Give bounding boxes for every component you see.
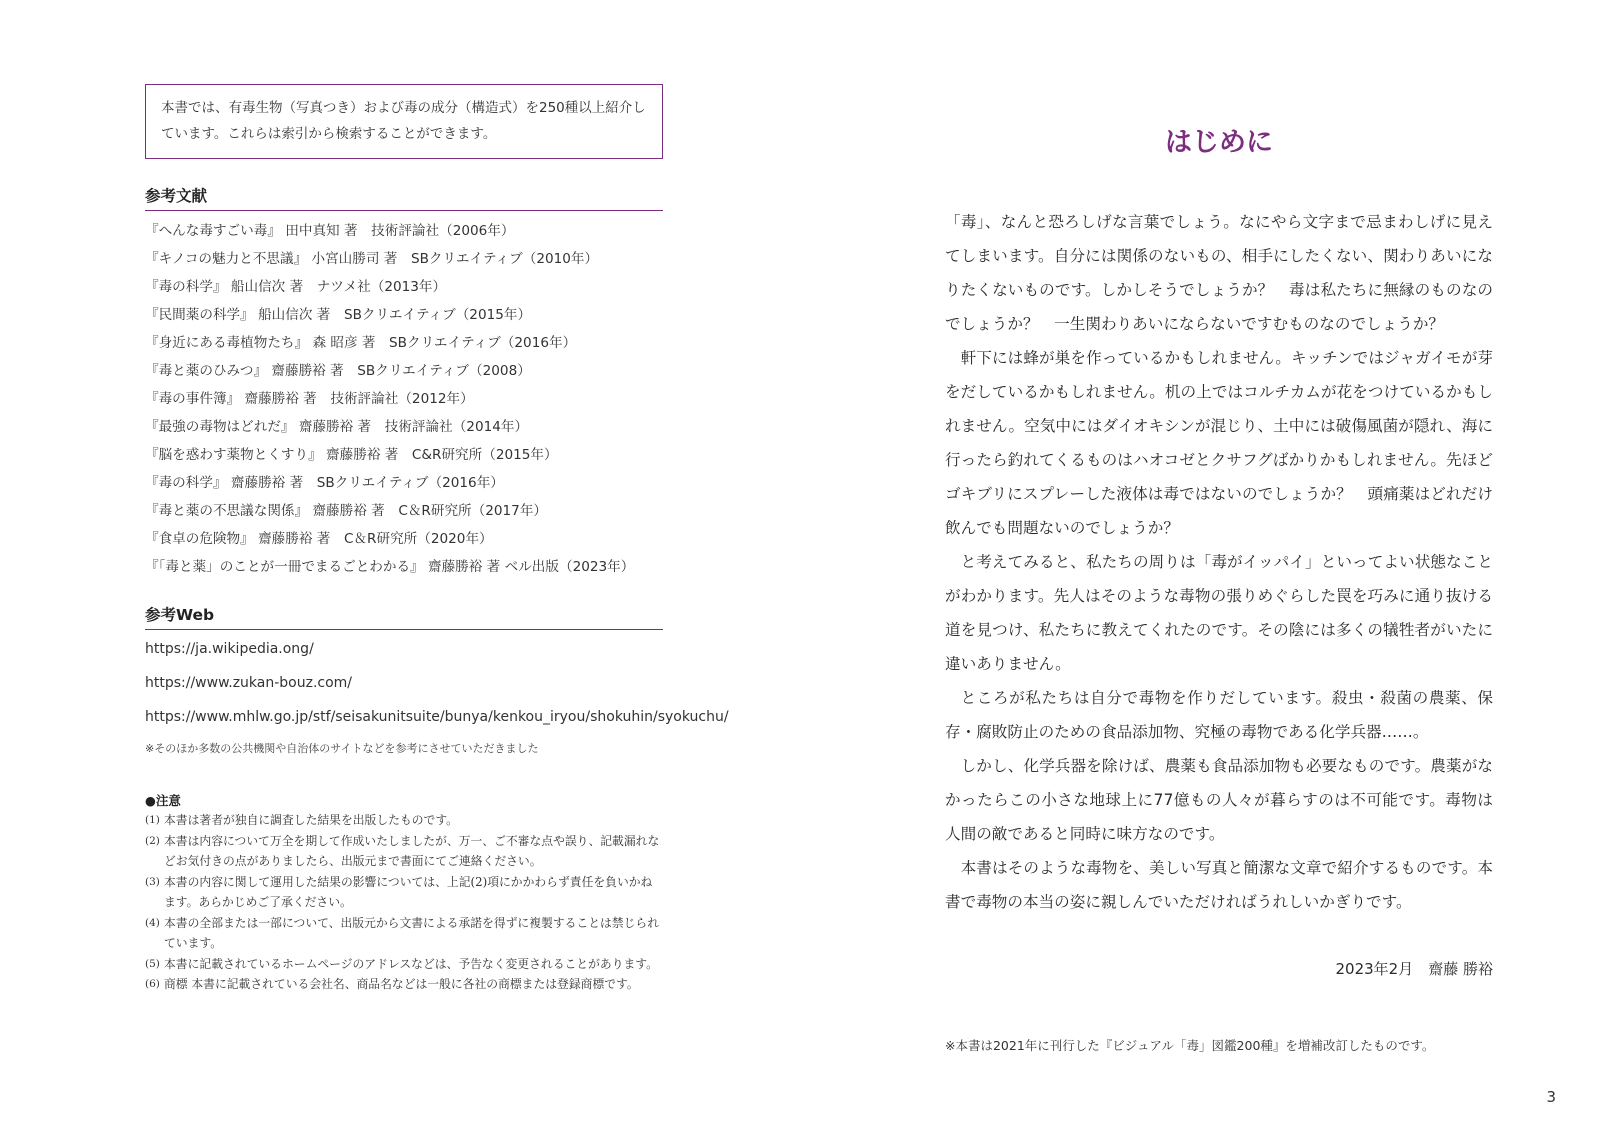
caution-number: (5) — [145, 957, 160, 970]
web-link: https://www.mhlw.go.jp/stf/seisakunitsuite/bunya/kenkou_iryou/shokuhin/syokuchu/ — [145, 709, 729, 725]
reference-item: 『「毒と薬」のことが一冊でまるごとわかる』 齋藤勝裕 著 ベル出版（2023年） — [145, 559, 635, 575]
caution-text: 本書の内容に関して運用した結果の影響については、上記(2)項にかかわらず責任を負いかねます。あらかじめご了承ください。 — [164, 874, 653, 909]
caution-title: ●注意 — [145, 793, 181, 808]
web-link: https://ja.wikipedia.ong/ — [145, 641, 314, 657]
caution-text: 本書の全部または一部について、出版元から文書による承諾を得ずに複製することは禁じられています。 — [164, 915, 659, 950]
footnote: ※本書は2021年に刊行した『ビジュアル「毒」図鑑200種』を増補改訂したものです。 — [945, 1038, 1435, 1053]
preface-paragraph: と考えてみると、私たちの周りは「毒がイッパイ」といってよい状態なことがわかります。先人はそのような毒物の張りめぐらした罠を巧みに通り抜ける道を見つけ、私たちに教えてくれたのです。その陰には多くの犠牲者がいたに違いありません。 — [945, 553, 1493, 673]
caution-text: 本書に記載されているホームページのアドレスなどは、予告なく変更されることがあります。 — [164, 956, 658, 971]
reference-item: 『民間薬の科学』 船山信次 著 SBクリエイティブ（2015年） — [145, 307, 532, 323]
preface-paragraph: 本書はそのような毒物を、美しい写真と簡潔な文章で紹介するものです。本書で毒物の本当の姿に親しんでいただければうれしいかぎりです。 — [945, 859, 1493, 911]
reference-item: 『毒と薬の不思議な関係』 齋藤勝裕 著 C＆R研究所（2017年） — [145, 503, 548, 519]
web-note: ※そのほか多数の公共機関や自治体のサイトなどを参考にさせていただきました — [145, 742, 539, 755]
reference-item: 『毒の科学』 船山信次 著 ナツメ社（2013年） — [145, 279, 447, 295]
caution-text: 本書は内容について万全を期して作成いたしましたが、万一、ご不審な点や誤り、記載漏れなどお気付きの点がありましたら、出版元まで書面にてご連絡ください。 — [164, 833, 660, 868]
caution-text: 本書は著者が独自に調査した結果を出版したものです。 — [164, 813, 458, 827]
caution-item — [145, 954, 663, 975]
references-list — [145, 217, 663, 581]
reference-item: 『食卓の危険物』 齋藤勝裕 著 C＆R研究所（2020年） — [145, 531, 493, 547]
reference-item: 『毒の科学』 齋藤勝裕 著 SBクリエイティブ（2016年） — [145, 475, 504, 491]
page-number: 3 — [1546, 1088, 1556, 1106]
web-heading: 参考Web — [145, 603, 663, 630]
caution-item — [145, 810, 663, 831]
caution-number: (2) — [145, 834, 160, 847]
caution-text: 商標 本書に記載されている会社名、商品名などは一般に各社の商標または登録商標です。 — [164, 977, 639, 991]
caution-section — [145, 792, 663, 995]
caution-number: (3) — [145, 875, 160, 888]
author-signature: 2023年2月 齋藤 勝裕 — [1335, 960, 1493, 978]
preface-paragraph: しかし、化学兵器を除けば、農薬も食品添加物も必要なものです。農薬がなかったらこの小さな地球上に77億もの人々が暮らすのは不可能です。毒物は人間の敵であると同時に味方なのです。 — [945, 757, 1493, 843]
reference-item: 『へんな毒すごい毒』 田中真知 著 技術評論社（2006年） — [145, 223, 515, 239]
reference-item: 『毒と薬のひみつ』 齋藤勝裕 著 SBクリエイティブ（2008） — [145, 363, 531, 379]
web-link: https://www.zukan-bouz.com/ — [145, 675, 353, 691]
reference-item: 『最強の毒物はどれだ』 齋藤勝裕 著 技術評論社（2014年） — [145, 419, 529, 435]
reference-item: 『身近にある毒植物たち』 森 昭彦 著 SBクリエイティブ（2016年） — [145, 335, 577, 351]
intro-box: 本書では、有毒生物（写真つき）および毒の成分（構造式）を250種以上紹介しています。これらは索引から検索することができます。 — [145, 84, 663, 159]
caution-item — [145, 872, 663, 913]
caution-number: (6) — [145, 978, 160, 990]
caution-item — [145, 974, 663, 995]
reference-item: 『キノコの魅力と不思議』 小宮山勝司 著 SBクリエイティブ（2010年） — [145, 251, 599, 267]
caution-item — [145, 831, 663, 872]
preface-body — [945, 205, 1493, 919]
left-column — [145, 84, 729, 995]
preface-paragraph: 軒下には蜂が巣を作っているかもしれません。キッチンではジャガイモが芽をだしているかもしれません。机の上ではコルチカムが花をつけているかもしれません。空気中にはダイオキシンが混じり、土中には破傷風菌が隠れ、海に行ったら釣れてくるものはハオコゼとクサフグばかりかもしれません。先ほどゴキブリにスプレーした液体は毒ではないのでしょうか？ 頭痛薬はどれだけ飲んでも問題ないのでしょうか？ — [945, 349, 1493, 537]
caution-number: (4) — [145, 916, 160, 929]
caution-number: (1) — [145, 814, 160, 826]
reference-item: 『脳を惑わす薬物とくすり』 齋藤勝裕 著 C&R研究所（2015年） — [145, 447, 558, 463]
page-title: はじめに — [1165, 127, 1273, 158]
preface-paragraph: ところが私たちは自分で毒物を作りだしています。殺虫・殺菌の農薬、保存・腐敗防止のための食品添加物、究極の毒物である化学兵器……。 — [945, 689, 1493, 741]
reference-item: 『毒の事件簿』 齋藤勝裕 著 技術評論社（2012年） — [145, 391, 474, 407]
web-links-list — [145, 638, 729, 728]
references-heading: 参考文献 — [145, 184, 663, 211]
caution-item — [145, 913, 663, 954]
preface-paragraph: 「毒」、なんと恐ろしげな言葉でしょう。なにやら文字まで忌まわしげに見えてしまいます。自分には関係のないもの、相手にしたくない、関わりあいになりたくないものです。しかしそうでしょうか？ 毒は私たちに無縁のものなのでしょうか？ 一生関わりあいにならないですむものなのでしょうか？ — [945, 213, 1493, 333]
